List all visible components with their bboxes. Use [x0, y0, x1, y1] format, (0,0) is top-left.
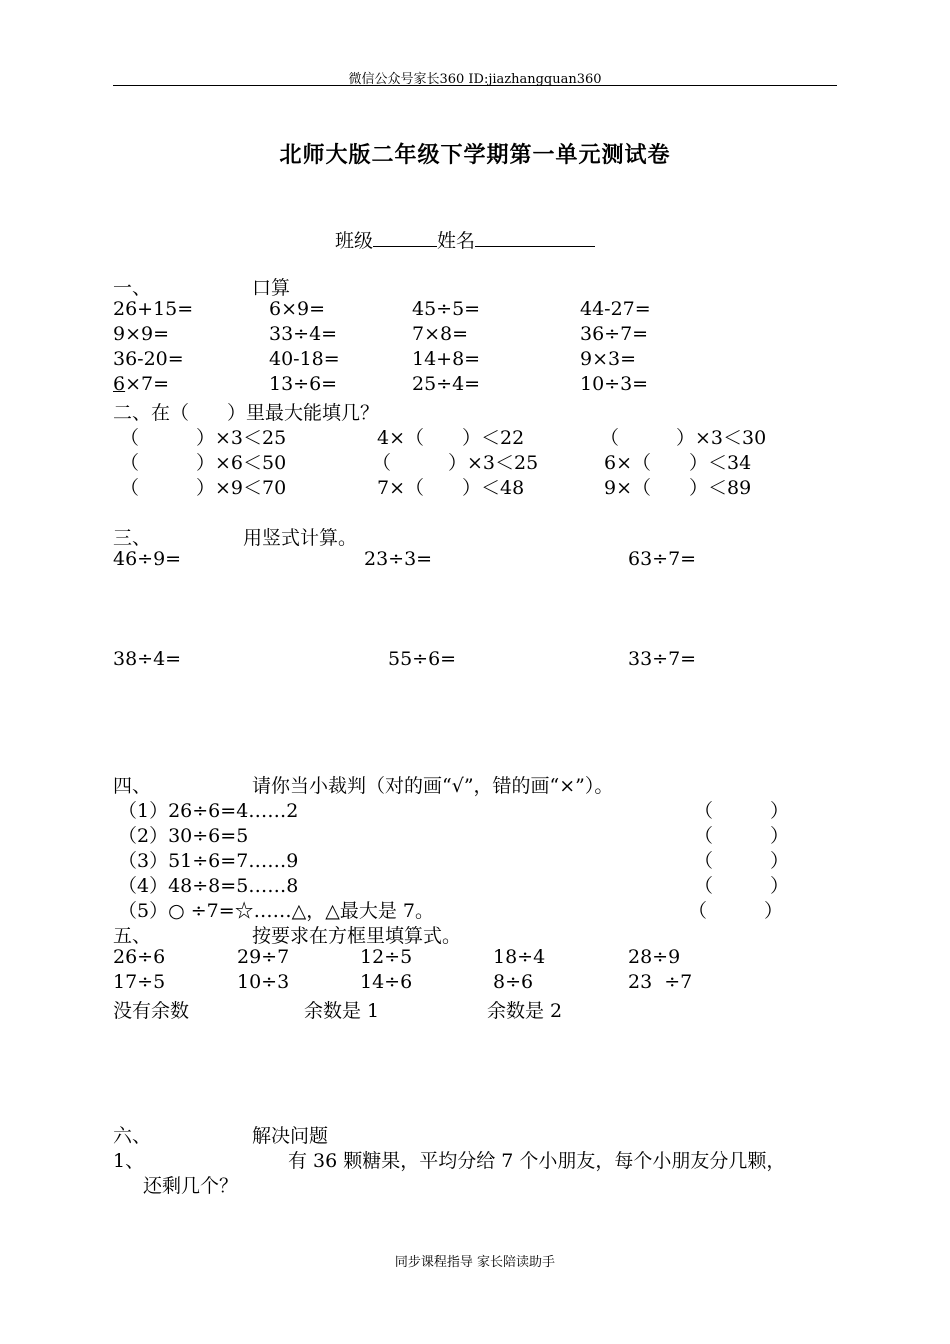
s4-answer-box-5[interactable]: （ ） [688, 900, 784, 922]
section-5-number: 五、 [113, 925, 152, 947]
s1-r4-c2: 13÷6= [269, 373, 338, 395]
s1-r2-c3: 7×8= [412, 323, 469, 345]
s1-r4-c1-rest: ×7= [125, 373, 170, 395]
section-3-number: 三、 [113, 527, 152, 549]
section-2-title: 二、在（ ）里最大能填几？ [113, 402, 380, 424]
s5-r1-c5: 28÷9 [628, 946, 681, 968]
s1-r2-c2: 33÷4= [269, 323, 338, 345]
underlined-digit: 6 [113, 373, 126, 395]
name-label: 姓名 [437, 230, 476, 252]
s4-item-1: （1）26÷6=4……2 [118, 800, 299, 822]
section-6-number: 六、 [113, 1125, 152, 1147]
s2-r3-c1: （ ）×9＜70 [120, 477, 287, 499]
s4-answer-box-2[interactable]: （ ） [694, 825, 790, 847]
s2-r1-c3: （ ）×3＜30 [600, 427, 767, 449]
s1-r3-c4: 9×3= [580, 348, 637, 370]
s4-item-5: （5）○ ÷7=☆……△，△最大是 7。 [118, 900, 434, 922]
s5-r1-c2: 29÷7 [237, 946, 290, 968]
s1-r4-c4: 10÷3= [580, 373, 649, 395]
s1-r4-c3: 25÷4= [412, 373, 481, 395]
s2-r2-c3: 6×（ ）＜34 [604, 452, 752, 474]
s3-r2-c2: 55÷6= [388, 648, 457, 670]
s4-item-2: （2）30÷6=5 [118, 825, 249, 847]
section-1-number: 一、 [113, 277, 152, 299]
s6-q1-number: 1、 [113, 1150, 145, 1172]
s4-answer-box-3[interactable]: （ ） [694, 850, 790, 872]
s1-r1-c2: 6×9= [269, 298, 326, 320]
s1-r3-c3: 14+8= [412, 348, 481, 370]
s4-item-3: （3）51÷6=7……9 [118, 850, 299, 872]
s6-q1-line1: 有 36 颗糖果，平均分给 7 个小朋友，每个小朋友分几颗， [288, 1150, 786, 1172]
s5-label-remainder-1: 余数是 1 [304, 1000, 380, 1022]
s2-r2-c1: （ ）×6＜50 [120, 452, 287, 474]
section-3-title: 用竖式计算。 [243, 527, 358, 549]
s3-r2-c1: 38÷4= [113, 648, 182, 670]
s5-r2-c2: 10÷3 [237, 971, 290, 993]
s5-label-remainder-2: 余数是 2 [487, 1000, 563, 1022]
s4-item-4: （4）48÷8=5……8 [118, 875, 299, 897]
student-info [335, 226, 595, 253]
s4-answer-box-4[interactable]: （ ） [694, 875, 790, 897]
s3-r1-c3: 63÷7= [628, 548, 697, 570]
s1-r4-c1 [113, 373, 169, 395]
s2-r3-c3: 9×（ ）＜89 [604, 477, 752, 499]
section-6-title: 解决问题 [252, 1125, 329, 1147]
section-4-title: 请你当小裁判（对的画“√”，错的画“×”）。 [252, 775, 614, 797]
s1-r1-c1: 26+15= [113, 298, 194, 320]
s4-answer-box-1[interactable]: （ ） [694, 800, 790, 822]
class-label: 班级 [335, 230, 374, 252]
s5-r1-c3: 12÷5 [360, 946, 413, 968]
s3-r1-c2: 23÷3= [364, 548, 433, 570]
s1-r3-c1: 36-20= [113, 348, 184, 370]
section-4-number: 四、 [113, 775, 152, 797]
s5-r2-c1: 17÷5 [113, 971, 166, 993]
s1-r2-c1: 9×9= [113, 323, 170, 345]
header-divider [113, 85, 837, 86]
s6-q1-line2: 还剩几个？ [143, 1175, 239, 1197]
s5-label-no-remainder: 没有余数 [113, 1000, 190, 1022]
name-blank[interactable] [475, 230, 595, 247]
s5-r1-c4: 18÷4 [493, 946, 546, 968]
s1-r1-c3: 45÷5= [412, 298, 481, 320]
s2-r3-c2: 7×（ ）＜48 [377, 477, 525, 499]
s5-r1-c1: 26÷6 [113, 946, 166, 968]
s1-r3-c2: 40-18= [269, 348, 340, 370]
s1-r1-c4: 44-27= [580, 298, 651, 320]
s3-r1-c1: 46÷9= [113, 548, 182, 570]
section-1-title: 口算 [252, 277, 291, 299]
s2-r2-c2: （ ）×3＜25 [372, 452, 539, 474]
s3-r2-c3: 33÷7= [628, 648, 697, 670]
page-footer: 同步课程指导 家长陪读助手 [394, 1255, 556, 1270]
s5-r2-c4: 8÷6 [493, 971, 534, 993]
s1-r2-c4: 36÷7= [580, 323, 649, 345]
s5-r2-c5: 23 ÷7 [628, 971, 693, 993]
class-blank[interactable] [373, 230, 437, 247]
s2-r1-c2: 4×（ ）＜22 [377, 427, 525, 449]
section-5-title: 按要求在方框里填算式。 [252, 925, 462, 947]
page-header: 微信公众号家长360 ID:jiazhangquan360 [348, 72, 602, 87]
page-title: 北师大版二年级下学期第一单元测试卷 [279, 143, 671, 168]
s2-r1-c1: （ ）×3＜25 [120, 427, 287, 449]
s5-r2-c3: 14÷6 [360, 971, 413, 993]
